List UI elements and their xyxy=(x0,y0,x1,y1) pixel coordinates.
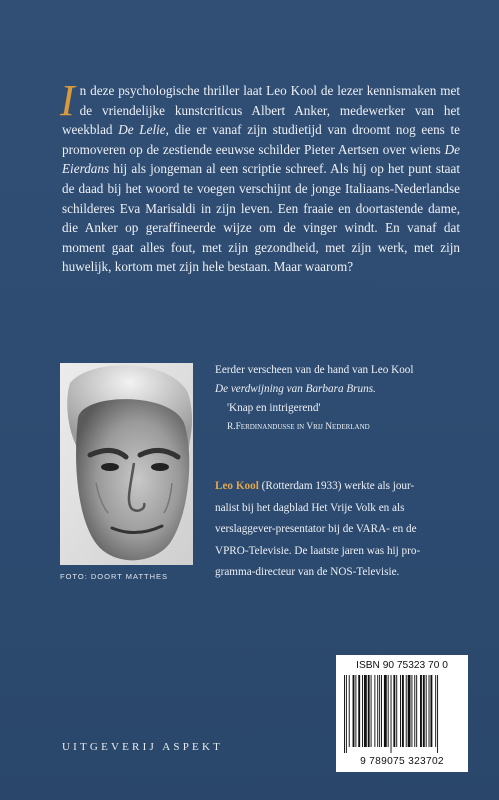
barcode-bar xyxy=(349,675,350,747)
barcode-bar xyxy=(402,675,404,747)
magazine-title: De Lelie xyxy=(118,122,166,138)
barcode-bar xyxy=(429,675,430,747)
barcode-bar xyxy=(435,675,436,747)
bio-line-1-text: (Rotterdam 1933) werkte als jour- xyxy=(258,480,415,492)
barcode-bar xyxy=(362,675,363,747)
earlier-works xyxy=(215,361,465,437)
bio-line-3: verslaggever-presentator bij de VARA- en de xyxy=(215,523,417,535)
barcode-bar xyxy=(408,675,411,747)
drop-cap: I xyxy=(60,76,75,125)
barcode-bar xyxy=(344,675,345,753)
bio-line-2: nalist bij het dagblad Het Vrije Volk en als xyxy=(215,501,405,514)
barcode-bar xyxy=(388,675,389,747)
blurb-paragraph xyxy=(60,76,460,277)
barcode-bar xyxy=(364,675,367,747)
barcode-bars xyxy=(342,675,462,755)
review-source: R.Ferdinandusse in Vrij Nederland xyxy=(227,422,370,432)
barcode-bar xyxy=(420,675,422,747)
earlier-book-title: De verdwijning van Barbara Bruns. xyxy=(215,383,376,395)
barcode-bar xyxy=(423,675,425,747)
barcode-bar xyxy=(381,675,382,747)
bio-line-4: VPRO-Televisie. De laatste jaren was hij pro- xyxy=(215,544,421,557)
barcode-bar xyxy=(371,675,372,747)
barcode-bar xyxy=(374,675,375,747)
barcode-bar xyxy=(414,675,415,747)
author-portrait-image xyxy=(60,363,193,565)
author-bio xyxy=(215,476,465,584)
barcode-bar xyxy=(437,675,438,753)
barcode-bar xyxy=(426,675,427,747)
isbn-number: ISBN 90 75323 70 0 xyxy=(356,660,448,671)
barcode-bar xyxy=(400,675,401,747)
ean-number: 9 789075 323702 xyxy=(360,756,444,767)
barcode-bar xyxy=(358,675,360,747)
barcode-bar xyxy=(430,675,432,747)
barcode-bar xyxy=(416,675,417,747)
review-quote: 'Knap en intrigerend' xyxy=(227,402,321,414)
bio-line-5: gramma-directeur van de NOS-Televisie. xyxy=(215,566,400,578)
barcode-bar xyxy=(346,675,347,753)
earlier-intro: Eerder verscheen van de hand van Leo Kool xyxy=(215,364,414,376)
barcode-bar xyxy=(406,675,407,747)
author-name: Leo Kool xyxy=(215,480,259,492)
barcode-bar xyxy=(355,675,356,747)
barcode-bar xyxy=(396,675,397,747)
barcode-bar xyxy=(377,675,378,747)
photo-credit: FOTO: DOORT MATTHES xyxy=(60,572,169,581)
barcode-bar xyxy=(411,675,412,747)
barcode-bar xyxy=(384,675,387,747)
blurb-text-3: hij als jongeman al een scriptie schreef. Als hij op het punt staat de daad bij het woord te voegen verschijnt de jonge Italiaans-Nederlandse schilderes Eva Marisaldi in zijn leven. Een fraaie en doortastende dame, die Anker op geraffineerde wijze om de vinger windt. En vanaf dat moment gaat alles fout, met zijn gezondheid, met zijn werk, met zijn huwelijk, kortom met zijn hele bestaan. Maar waarom? xyxy=(62,161,460,275)
barcode-bar xyxy=(391,675,392,753)
barcode-bar xyxy=(393,675,395,747)
painting-title: De Eierdans xyxy=(62,141,460,177)
barcode xyxy=(336,655,468,772)
barcode-bar xyxy=(368,675,370,747)
publisher-name: UITGEVERIJ ASPEKT xyxy=(62,741,224,753)
barcode-bar xyxy=(379,675,380,747)
bio-line-1 xyxy=(215,476,465,498)
blurb-text-2: , die er vanaf zijn studietijd van droomt nog eens te promoveren op de zestiende eeuwse schilder Pieter Aertsen over wiens xyxy=(62,122,460,157)
blurb-text-1: n deze psychologische thriller laat Leo Kool de lezer kennismaken met de vriendelijke kunstcriticus Albert Anker, medewerker van het weekblad xyxy=(62,83,460,138)
barcode-bar xyxy=(353,675,355,747)
author-photo xyxy=(60,363,193,565)
